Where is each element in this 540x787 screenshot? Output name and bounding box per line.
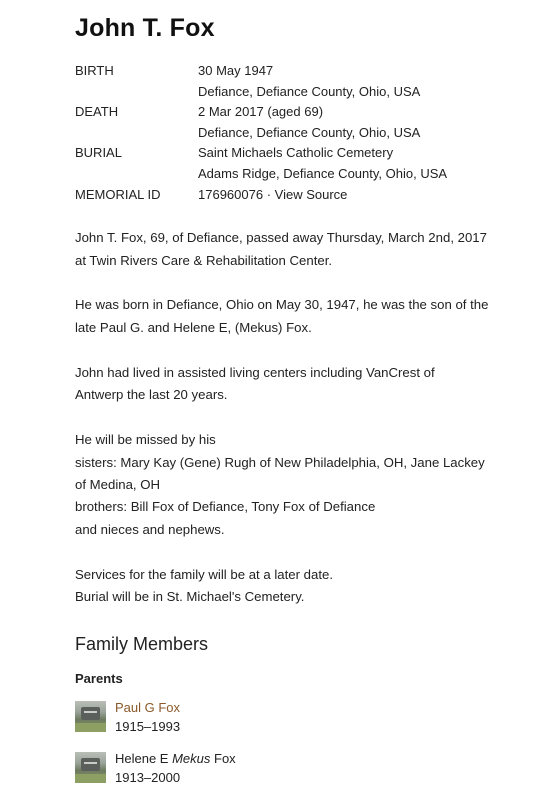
bio-line: Antwerp the last 20 years. (75, 387, 228, 403)
family-member-helene (75, 749, 540, 787)
parent-first-name: Helene E (115, 751, 173, 767)
fact-label-death: DEATH (75, 104, 119, 120)
fact-label-memorial-id: MEMORIAL ID (75, 186, 161, 202)
bio-paragraph (75, 362, 525, 407)
bio-line: brothers: Bill Fox of Defiance, Tony Fox of Defiance (75, 499, 376, 515)
bio-paragraph (75, 429, 525, 541)
bio-line: of Medina, OH (75, 476, 161, 492)
bio-line: Burial will be in St. Michael's Cemetery. (75, 589, 305, 605)
gravestone-photo-icon[interactable] (75, 701, 106, 732)
page-title: John T. Fox (75, 14, 215, 42)
bio-line: and nieces and nephews. (75, 521, 225, 537)
parent-last-name: Fox (210, 751, 236, 767)
fact-memorial-id (75, 185, 540, 206)
bio-line: John T. Fox, 69, of Defiance, passed away Thursday, March 2nd, 2017 (75, 230, 487, 246)
family-member-paul (75, 698, 540, 736)
fact-burial (75, 143, 540, 184)
death-place: Defiance, Defiance County, Ohio, USA (198, 124, 421, 140)
gravestone-photo-icon[interactable] (75, 752, 106, 783)
burial-place: Adams Ridge, Defiance County, Ohio, USA (198, 165, 448, 181)
burial-cemetery: Saint Michaels Catholic Cemetery (198, 145, 394, 161)
bio-paragraph (75, 564, 525, 609)
biography (75, 227, 525, 608)
bio-line: late Paul G. and Helene E, (Mekus) Fox. (75, 319, 312, 335)
view-source-link[interactable]: View Source (274, 186, 348, 202)
parents-heading: Parents (75, 671, 123, 687)
family-members-heading: Family Members (75, 634, 209, 655)
fact-birth (75, 61, 540, 102)
parent-name-link[interactable]: Paul G Fox (115, 700, 181, 716)
parent-name-link[interactable] (115, 749, 236, 768)
death-date: 2 Mar 2017 (aged 69) (198, 104, 324, 120)
bio-line: He was born in Defiance, Ohio on May 30, 1947, he was the son of the (75, 297, 489, 313)
bio-line: John had lived in assisted living centers including VanCrest of (75, 364, 435, 380)
id-separator: · (263, 186, 275, 202)
parent-dates: 1915–1993 (115, 719, 181, 735)
bio-line: He will be missed by his (75, 432, 216, 448)
fact-label-burial: BURIAL (75, 145, 122, 161)
bio-paragraph (75, 227, 525, 272)
bio-line: sisters: Mary Kay (Gene) Rugh of New Philadelphia, OH, Jane Lackey (75, 454, 485, 470)
memorial-id-value: 176960076 (198, 186, 264, 202)
birth-place: Defiance, Defiance County, Ohio, USA (198, 83, 421, 99)
bio-line: at Twin Rivers Care & Rehabilitation Center. (75, 252, 333, 268)
birth-date: 30 May 1947 (198, 63, 274, 78)
bio-line: Services for the family will be at a later date. (75, 566, 333, 582)
parent-dates: 1913–2000 (115, 770, 181, 786)
parent-maiden-name: Mekus (172, 751, 211, 767)
fact-death (75, 102, 540, 143)
bio-paragraph (75, 294, 525, 339)
memorial-facts (75, 61, 540, 205)
fact-label-birth: BIRTH (75, 63, 114, 78)
